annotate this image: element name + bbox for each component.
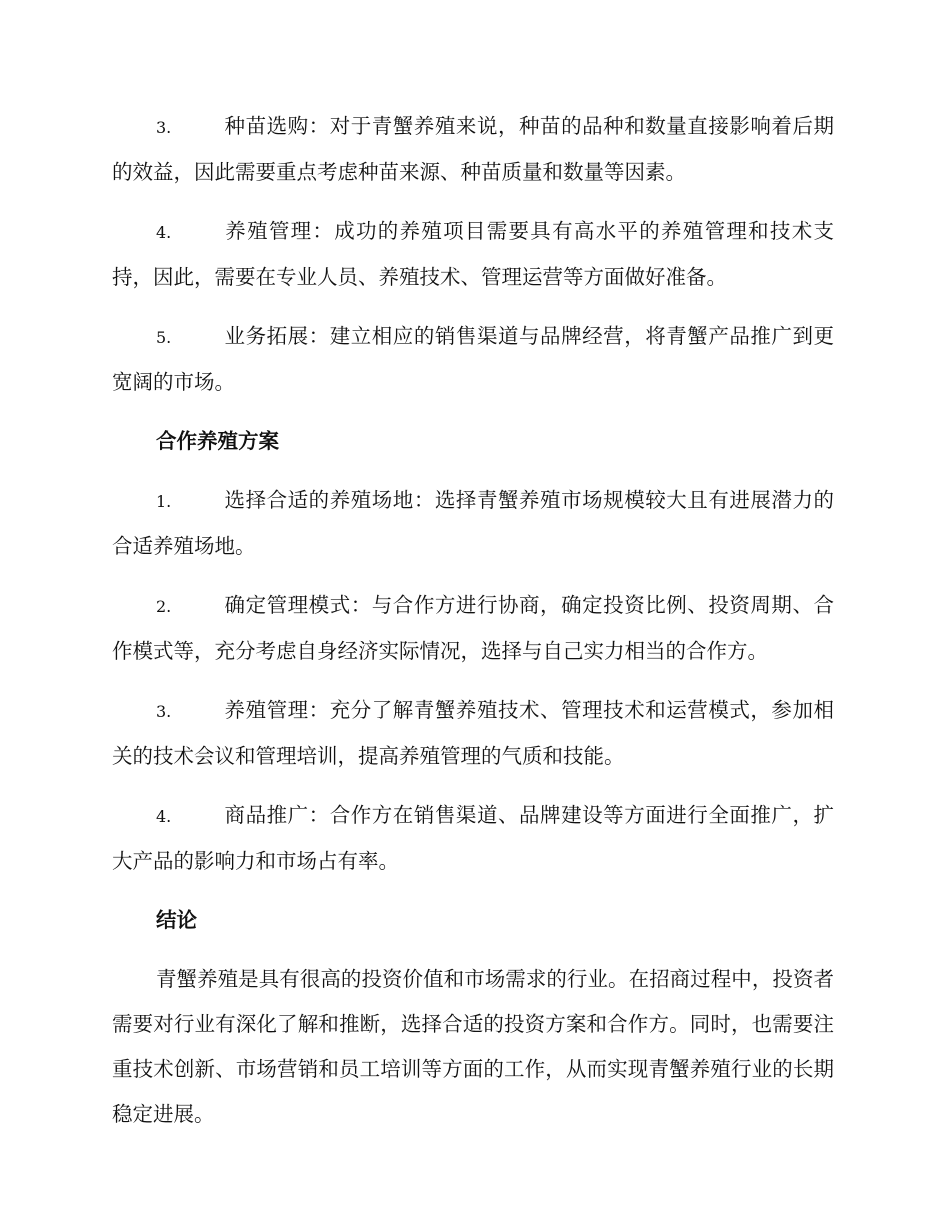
list-number: 3. xyxy=(156,702,172,721)
section-heading-conclusion: 结论 xyxy=(156,908,197,932)
list-item xyxy=(112,478,834,569)
section-heading-cooperation: 合作养殖方案 xyxy=(156,429,279,453)
list-text: 确定管理模式：与合作方进行协商，确定投资比例、投资周期、合作模式等，充分考虑自身经济实际情况，选择与自己实力相当的合作方。 xyxy=(112,593,834,663)
conclusion-paragraph: 青蟹养殖是具有很高的投资价值和市场需求的行业。在招商过程中，投资者需要对行业有深化了解和推断，选择合适的投资方案和合作方。同时，也需要注重技术创新、市场营销和员工培训等方面的工作，从而实现青蟹养殖行业的长期稳定进展。 xyxy=(112,967,834,1126)
list-text: 养殖管理：成功的养殖项目需要具有高水平的养殖管理和技术支持，因此，需要在专业人员、养殖技术、管理运营等方面做好准备。 xyxy=(112,219,834,289)
document-page xyxy=(112,104,834,1137)
list-text: 商品推广：合作方在销售渠道、品牌建设等方面进行全面推广，扩大产品的影响力和市场占有率。 xyxy=(112,803,834,873)
list-text: 选择合适的养殖场地：选择青蟹养殖市场规模较大且有进展潜力的合适养殖场地。 xyxy=(112,488,834,558)
list-number: 3. xyxy=(156,118,172,137)
list-text: 种苗选购：对于青蟹养殖来说，种苗的品种和数量直接影响着后期的效益，因此需要重点考虑种苗来源、种苗质量和数量等因素。 xyxy=(112,114,834,184)
list-number: 2. xyxy=(156,597,172,616)
list-number: 5. xyxy=(156,328,172,347)
list-item xyxy=(112,688,834,779)
list-number: 4. xyxy=(156,223,172,242)
list-number: 4. xyxy=(156,807,172,826)
list-item xyxy=(112,793,834,884)
list-item xyxy=(112,209,834,300)
list-text: 养殖管理：充分了解青蟹养殖技术、管理技术和运营模式，参加相关的技术会议和管理培训，提高养殖管理的气质和技能。 xyxy=(112,698,834,768)
list-text: 业务拓展：建立相应的销售渠道与品牌经营，将青蟹产品推广到更宽阔的市场。 xyxy=(112,324,834,394)
list-item xyxy=(112,104,834,195)
list-number: 1. xyxy=(156,492,172,511)
list-item xyxy=(112,314,834,405)
list-item xyxy=(112,583,834,674)
